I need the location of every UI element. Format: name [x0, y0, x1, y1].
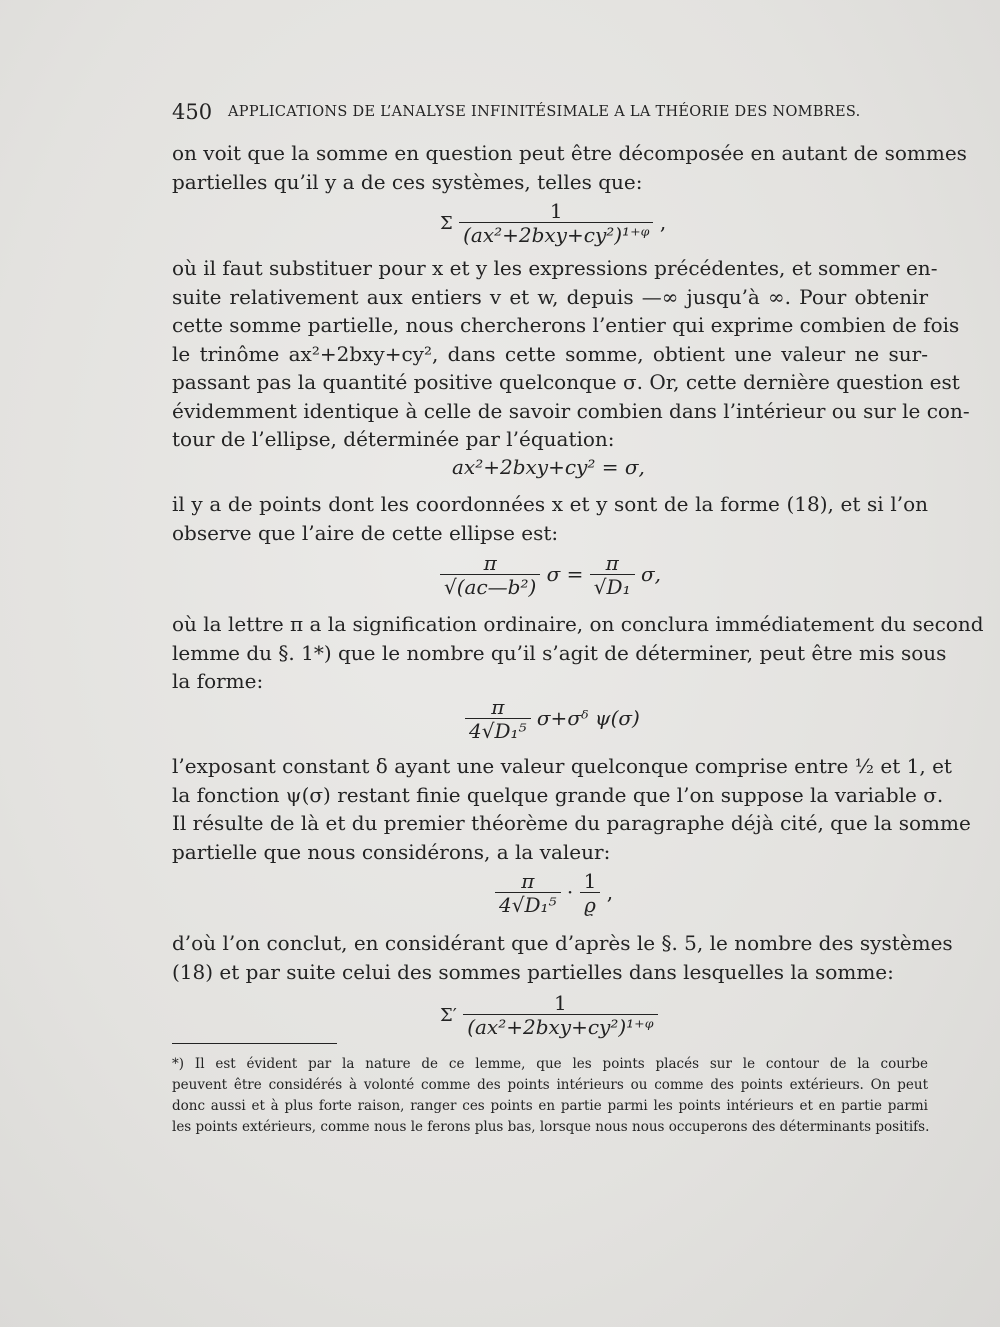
running-header: [172, 100, 932, 130]
text-line: suite relativement aux entiers v et w, depuis —∞ jusqu’à ∞. Pour obtenir: [172, 285, 928, 309]
equation-tail: ,: [606, 880, 614, 904]
footnote-line: donc aussi et à plus forte raison, ranger ces points en partie parmi les points intérieurs et en partie parmi: [172, 1098, 928, 1114]
text-line: Il résulte de là et du premier théorème du paragraphe déjà cité, que la somme: [172, 811, 971, 835]
equation-count: [465, 696, 640, 743]
denominator: √D₁: [590, 574, 635, 599]
fraction: [580, 870, 601, 917]
numerator: π: [483, 551, 497, 575]
numerator: π: [521, 869, 535, 893]
fraction: [465, 696, 531, 743]
numerator: 1: [549, 199, 563, 223]
fraction: [463, 992, 657, 1039]
numerator: π: [605, 551, 619, 575]
text-line: il y a de points dont les coordonnées x et y sont de la forme (18), et si l’on: [172, 492, 928, 516]
numerator: π: [491, 695, 505, 719]
equation-tail: σ,: [640, 562, 661, 586]
denominator: √(ac—b²): [440, 574, 540, 599]
denominator: (ax²+2bxy+cy²)¹⁺ᵠ: [463, 1014, 657, 1039]
denominator: 4√D₁⁵: [495, 892, 561, 917]
equation-tail: ,: [659, 210, 667, 234]
text-line: partielles qu’il y a de ces systèmes, telles que:: [172, 170, 643, 194]
text-line: le trinôme ax²+2bxy+cy², dans cette somme, obtient une valeur ne sur-: [172, 342, 928, 366]
numerator: 1: [554, 991, 567, 1015]
multiply-dot: ·: [566, 880, 574, 904]
text-line: observe que l’aire de cette ellipse est:: [172, 521, 559, 545]
text-line: évidemment identique à celle de savoir combien dans l’intérieur ou sur le con-: [172, 399, 970, 423]
footnote-rule: [172, 1043, 337, 1044]
text-line: partielle que nous considérons, a la valeur:: [172, 840, 611, 864]
running-title: APPLICATIONS DE L’ANALYSE INFINITÉSIMALE A LA THÉORIE DES NOMBRES.: [228, 104, 861, 120]
fraction: [459, 200, 653, 247]
fraction: [495, 870, 561, 917]
equation-tail: σ+σᵟ ψ(σ): [536, 706, 640, 730]
text-line: l’exposant constant δ ayant une valeur quelconque comprise entre ½ et 1, et: [172, 754, 952, 778]
denominator: 4√D₁⁵: [465, 718, 531, 743]
equation-value: [495, 870, 613, 917]
denominator: (ax²+2bxy+cy²)¹⁺ᵠ: [459, 222, 653, 247]
footnote-line: peuvent être considérés à volonté comme des points intérieurs ou comme des points extérieurs. On peut: [172, 1077, 928, 1093]
sigma-prime-symbol: Σ′: [440, 1005, 457, 1026]
equation-area: [440, 552, 661, 599]
text-line: où il faut substituer pour x et y les expressions précédentes, et sommer en-: [172, 256, 938, 280]
equation-ellipse: ax²+2bxy+cy² = σ,: [452, 455, 645, 479]
text-line: tour de l’ellipse, déterminée par l’équation:: [172, 427, 615, 451]
text-line: la fonction ψ(σ) restant finie quelque grande que l’on suppose la variable σ.: [172, 783, 944, 807]
fraction: [440, 552, 540, 599]
equation-sum-prime: [440, 992, 658, 1039]
sigma-symbol: Σ: [440, 213, 453, 234]
footnote-line: *) Il est évident par la nature de ce lemme, que les points placés sur le contour de la courbe: [172, 1056, 928, 1072]
text-line: où la lettre π a la signification ordinaire, on conclura immédiatement du second: [172, 612, 984, 636]
text-line: cette somme partielle, nous chercherons l’entier qui exprime combien de fois: [172, 313, 960, 337]
text-line: passant pas la quantité positive quelconque σ. Or, cette dernière question est: [172, 370, 960, 394]
text-line: lemme du §. 1*) que le nombre qu’il s’agit de déterminer, peut être mis sous: [172, 641, 947, 665]
equation-sum: [440, 200, 666, 247]
numerator: 1: [583, 869, 597, 893]
footnote-line: les points extérieurs, comme nous le ferons plus bas, lorsque nous nous occuperons des déterminants positifs.: [172, 1119, 930, 1135]
equation-middle: σ =: [546, 562, 584, 586]
fraction: [590, 552, 635, 599]
text-line: la forme:: [172, 669, 264, 693]
text-line: on voit que la somme en question peut être décomposée en autant de sommes: [172, 141, 967, 165]
page-number: 450: [172, 100, 213, 124]
text-line: (18) et par suite celui des sommes partielles dans lesquelles la somme:: [172, 960, 894, 984]
text-line: d’où l’on conclut, en considérant que d’après le §. 5, le nombre des systèmes: [172, 931, 953, 955]
denominator: ϱ: [580, 892, 601, 917]
